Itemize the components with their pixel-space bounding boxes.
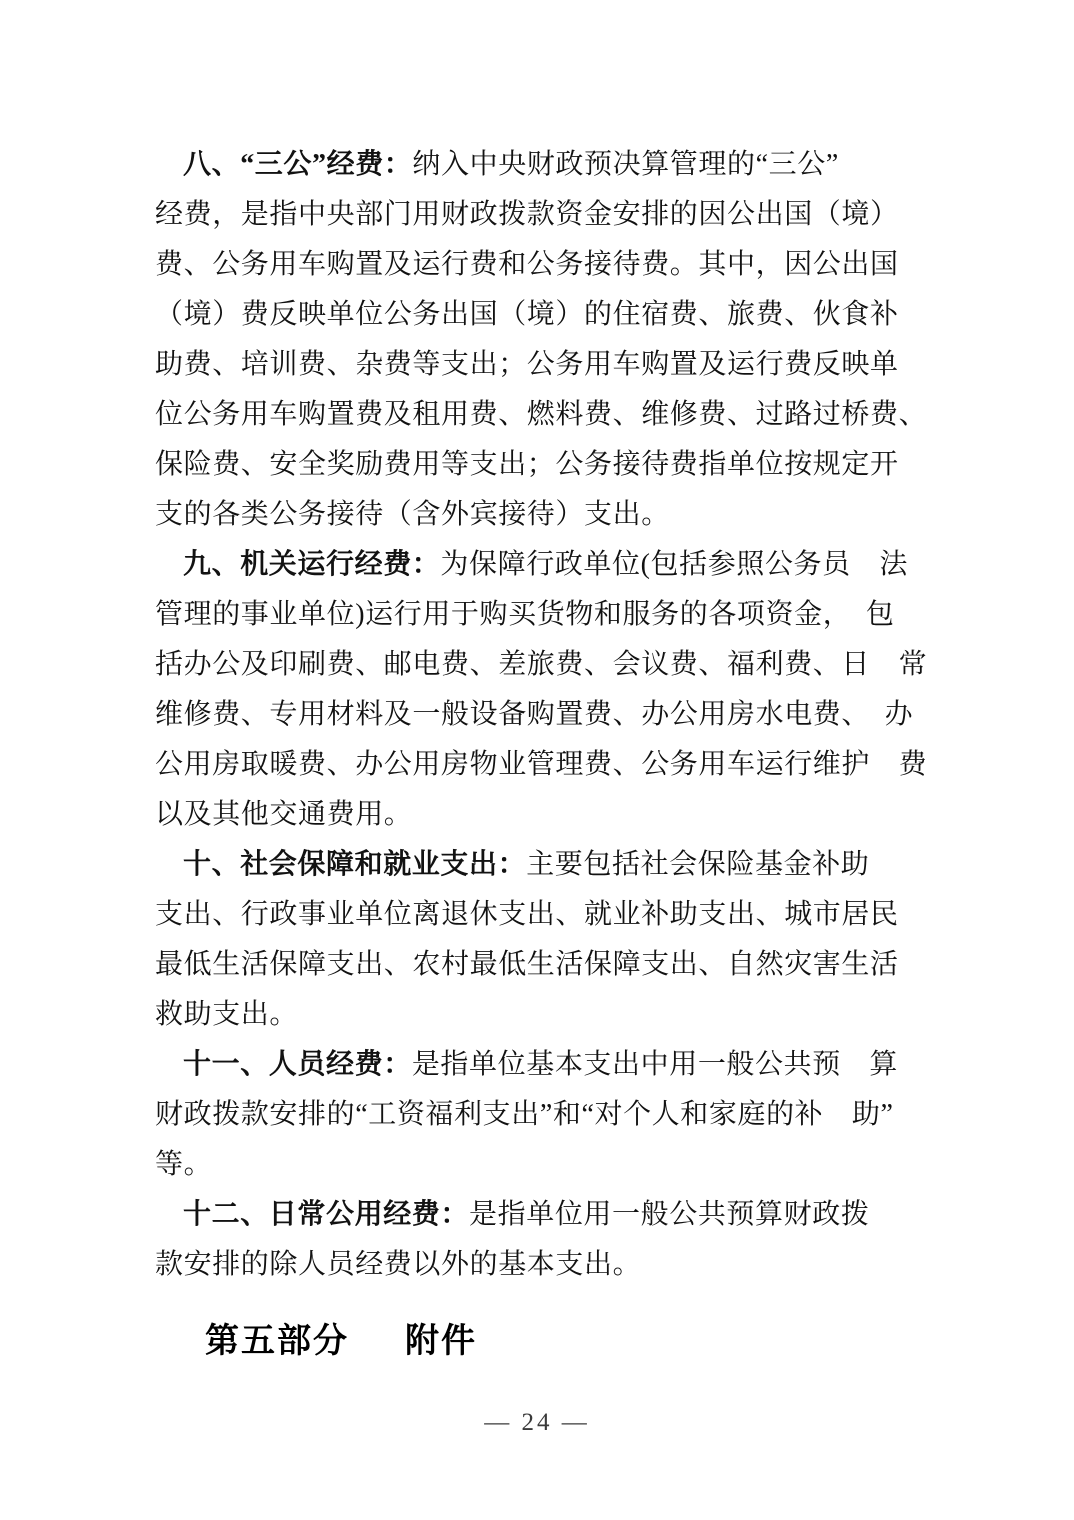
line-text: 款安排的除人员经费以外的基本支出。 [155, 1249, 642, 1280]
section-part-label: 第五部分 [205, 1322, 349, 1360]
line-text: 最低生活保障支出、农村最低生活保障支出、自然灾害生活 [155, 949, 899, 980]
text-line [155, 1140, 927, 1190]
text-line [155, 640, 927, 690]
text-line [155, 990, 927, 1040]
section-title: 附件 [405, 1322, 477, 1360]
text-line [155, 540, 927, 590]
line-text: 助费、培训费、杂费等支出；公务用车购置及运行费反映单 [155, 349, 899, 380]
text-line [155, 590, 927, 640]
text-line [155, 240, 927, 290]
text-line [155, 440, 927, 490]
line-text: 支的各类公务接待（含外宾接待）支出。 [155, 499, 670, 530]
line-text: 纳入中央财政预决算管理的“三公” [412, 149, 839, 180]
line-text: 救助支出。 [155, 999, 299, 1030]
text-line [155, 1190, 927, 1240]
line-text: 位公务用车购置费及租用费、燃料费、维修费、过路过桥费、 [155, 399, 928, 430]
paragraph-lead: 十二、日常公用经费： [183, 1199, 470, 1230]
line-text: 费、公务用车购置及运行费和公务接待费。其中，因公出国 [155, 249, 899, 280]
line-text: 经费，是指中央部门用财政拨款资金安排的因公出国（境） [155, 199, 899, 230]
text-line [155, 690, 927, 740]
paragraphs [155, 140, 927, 1290]
text-line [155, 790, 927, 840]
paragraph-lead: 十一、人员经费： [183, 1049, 412, 1080]
line-text: 主要包括社会保险基金补助 [526, 849, 870, 880]
page-number: — 24 — [484, 1409, 590, 1436]
text-line [155, 490, 927, 540]
line-text: 财政拨款安排的“工资福利支出”和“对个人和家庭的补 助” [155, 1099, 894, 1130]
line-text: 等。 [155, 1149, 213, 1180]
line-text: 公用房取暖费、办公用房物业管理费、公务用车运行维护 费 [155, 749, 928, 780]
text-line [155, 940, 927, 990]
line-text: 以及其他交通费用。 [155, 799, 413, 830]
line-text: 括办公及印刷费、邮电费、差旅费、会议费、福利费、日 常 [155, 649, 928, 680]
paragraph-lead: 十、社会保障和就业支出： [183, 849, 527, 880]
line-text: 管理的事业单位)运行用于购买货物和服务的各项资金， 包 [155, 599, 895, 630]
line-text: 维修费、专用材料及一般设备购置费、办公用房水电费、 办 [155, 699, 914, 730]
text-line [155, 290, 927, 340]
text-line [155, 140, 927, 190]
section-heading [205, 1320, 477, 1362]
line-text: （境）费反映单位公务出国（境）的住宿费、旅费、伙食补 [155, 299, 899, 330]
paragraph-lead: 九、机关运行经费： [183, 549, 441, 580]
text-line [155, 890, 927, 940]
text-line [155, 1040, 927, 1090]
text-line [155, 1240, 927, 1290]
line-text: 保险费、安全奖励费用等支出；公务接待费指单位按规定开 [155, 449, 899, 480]
paragraph-lead: 八、“三公”经费： [183, 149, 413, 180]
text-line [155, 1090, 927, 1140]
line-text: 是指单位基本支出中用一般公共预 算 [411, 1049, 899, 1080]
line-text: 支出、行政事业单位离退休支出、就业补助支出、城市居民 [155, 899, 899, 930]
text-line [155, 740, 927, 790]
line-text: 为保障行政单位(包括参照公务员 法 [440, 549, 908, 580]
text-line [155, 390, 927, 440]
line-text: 是指单位用一般公共预算财政拨 [469, 1199, 870, 1230]
text-line [155, 840, 927, 890]
text-line [155, 340, 927, 390]
text-line [155, 190, 927, 240]
